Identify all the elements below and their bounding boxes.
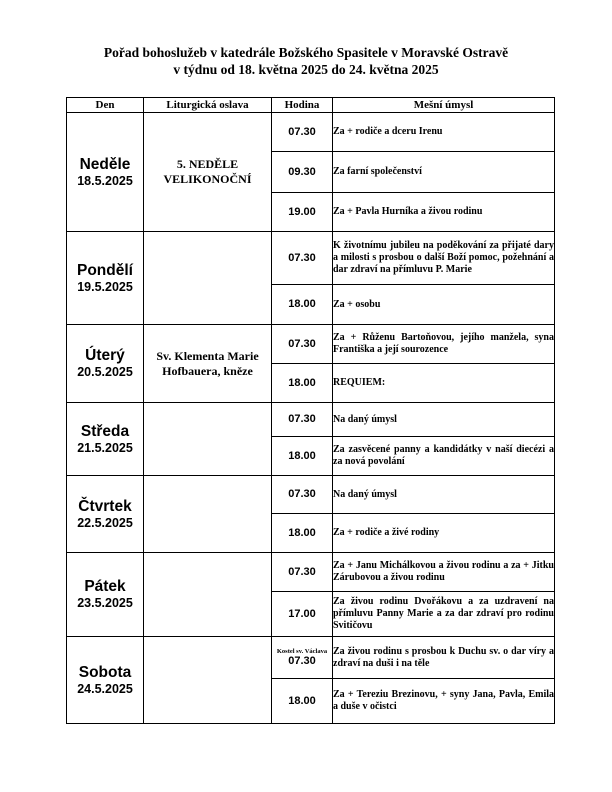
time-cell	[272, 193, 333, 232]
day-date: 23.5.2025	[77, 596, 133, 610]
intent-cell: Za živou rodinu Dvořákovu a za uzdravení na přímluvu Panny Marie a za dar zdraví pro rodinu Svitičovu	[333, 592, 555, 637]
mass-time: 18.00	[288, 449, 316, 462]
intent-cell: K životnímu jubileu na poděkování za přijaté dary a milosti s prosbou o další Boží pomoc, požehnání a dar zdraví na přímluvu P. Marie	[333, 232, 555, 285]
intent-cell: Za zasvěcené panny a kandidátky v naší diecézi a za nová povolání	[333, 437, 555, 476]
mass-time: 18.00	[288, 526, 316, 539]
header-intent: Mešní úmysl	[333, 98, 555, 113]
day-cell	[67, 232, 144, 325]
day-name: Čtvrtek	[78, 497, 132, 515]
mass-time: 19.00	[288, 205, 316, 218]
day-name: Pátek	[84, 578, 126, 595]
day-cell	[67, 325, 144, 403]
header-day: Den	[67, 98, 144, 113]
mass-time: 18.00	[288, 298, 316, 310]
feast-cell: Sv. Klementa Marie Hofbauera, kněze	[144, 325, 272, 403]
time-cell	[272, 113, 333, 152]
day-cell	[67, 403, 144, 476]
time-cell	[272, 364, 333, 403]
day-date: 22.5.2025	[77, 515, 133, 530]
intent-cell: Za + rodiče a dceru Irenu	[333, 113, 555, 152]
day-name: Středa	[80, 422, 130, 440]
intent-cell: Za farní společenství	[333, 152, 555, 193]
mass-schedule-table	[66, 97, 555, 724]
intent-cell: Za živou rodinu s prosbou k Duchu sv. o dar víry a zdraví na duši i na těle	[333, 637, 555, 679]
day-name: Neděle	[79, 155, 131, 173]
table-row	[67, 476, 555, 514]
feast-cell	[144, 637, 272, 724]
feast-cell	[144, 476, 272, 553]
intent-cell: Za + rodiče a živé rodiny	[333, 514, 555, 553]
time-cell	[272, 403, 333, 437]
time-cell	[272, 514, 333, 553]
time-cell	[272, 553, 333, 592]
table-row	[67, 113, 555, 152]
day-cell	[67, 476, 144, 553]
mass-time: 07.30	[288, 413, 316, 425]
intent-cell: Za + osobu	[333, 285, 555, 325]
time-cell	[272, 285, 333, 325]
day-date: 21.5.2025	[77, 440, 133, 455]
mass-time: 07.30	[288, 488, 316, 500]
table-row	[67, 637, 555, 679]
intent-cell: Za + Pavla Hurníka a živou rodinu	[333, 193, 555, 232]
intent-cell: Za + Janu Michálkovou a živou rodinu a za + Jitku Zárubovou a živou rodinu	[333, 553, 555, 592]
table-row	[67, 403, 555, 437]
table-row	[67, 553, 555, 592]
time-cell	[272, 637, 333, 679]
page-title	[0, 44, 612, 78]
day-cell	[67, 553, 144, 637]
time-cell	[272, 679, 333, 724]
header-time: Hodina	[272, 98, 333, 113]
day-date: 24.5.2025	[77, 681, 133, 696]
mass-time: 07.30	[288, 251, 316, 264]
day-date: 20.5.2025	[77, 365, 133, 379]
intent-cell: REQUIEM:	[333, 364, 555, 403]
mass-time: 18.00	[288, 376, 316, 389]
mass-time: 07.30	[288, 654, 316, 667]
time-cell	[272, 476, 333, 514]
feast-cell	[144, 403, 272, 476]
mass-time: 07.30	[288, 125, 316, 138]
day-name: Sobota	[78, 663, 132, 681]
mass-time: 07.30	[288, 337, 316, 350]
day-date: 19.5.2025	[77, 279, 133, 294]
feast-cell	[144, 232, 272, 325]
time-cell	[272, 437, 333, 476]
day-cell	[67, 113, 144, 232]
title-line-2: v týdnu od 18. května 2025 do 24. května 2025	[173, 62, 439, 77]
day-date: 18.5.2025	[77, 173, 133, 188]
location-note: Kostel sv. Václava	[276, 647, 328, 655]
mass-time: 18.00	[288, 694, 316, 707]
header-feast: Liturgická oslava	[144, 98, 272, 113]
mass-time: 09.30	[288, 165, 316, 178]
day-name: Pondělí	[77, 261, 133, 279]
table-row	[67, 325, 555, 364]
mass-time: 07.30	[288, 565, 316, 578]
table-row	[67, 232, 555, 285]
mass-time: 17.00	[288, 607, 316, 620]
header-row	[67, 98, 555, 113]
time-cell	[272, 232, 333, 285]
feast-cell: 5. NEDĚLE VELIKONOČNÍ	[144, 113, 272, 232]
time-cell	[272, 325, 333, 364]
feast-cell	[144, 553, 272, 637]
title-line-1: Pořad bohoslužeb v katedrále Božského Spasitele v Moravské Ostravě	[103, 45, 509, 60]
schedule-body	[67, 113, 555, 724]
time-cell	[272, 152, 333, 193]
intent-cell: Na daný úmysl	[333, 476, 555, 514]
day-name: Úterý	[85, 347, 125, 364]
intent-cell: Za + Růženu Bartoňovou, jejího manžela, syna Františka a její sourozence	[333, 325, 555, 364]
intent-cell: Na daný úmysl	[333, 403, 555, 437]
day-cell	[67, 637, 144, 724]
time-cell	[272, 592, 333, 637]
intent-cell: Za + Tereziu Brezinovu, + syny Jana, Pavla, Emila a duše v očistci	[333, 679, 555, 724]
